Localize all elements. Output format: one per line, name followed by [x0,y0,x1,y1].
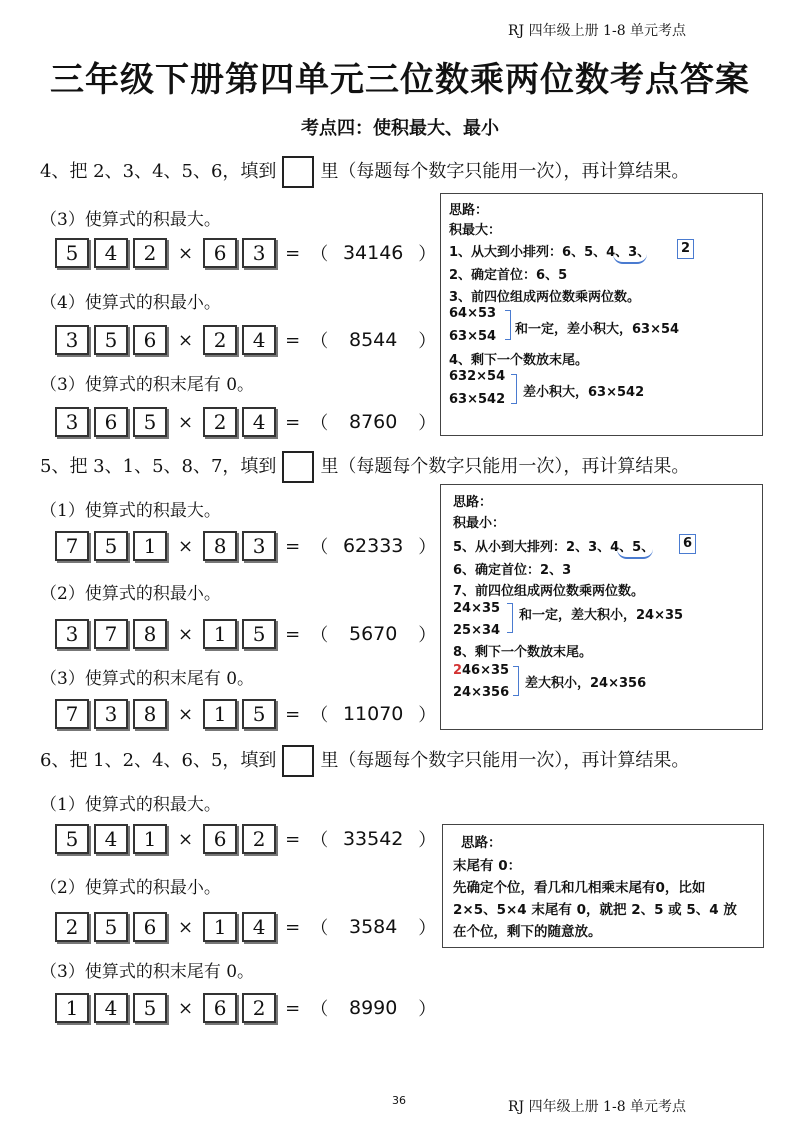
left-paren: （ [310,705,329,726]
equation-row [55,824,436,854]
equation-row [55,699,436,729]
equation-row [55,993,436,1023]
right-paren: ） [418,244,437,265]
hint-line: 64×53 [449,306,497,321]
answer-value: 34146 [342,242,404,264]
subquestion-label: （4）使算式的积最小。 [40,293,221,313]
digit-box: 8 [133,619,167,649]
equals-sign: = [285,916,301,938]
digit-box: 5 [94,325,128,355]
question-prompt [40,451,689,483]
right-paren: ） [418,830,437,851]
prompt-text: 4、把 2、3、4、5、6，填到 [40,161,277,182]
equals-sign: = [285,329,301,351]
right-paren: ） [418,625,437,646]
times-sign: × [178,329,194,351]
digit-box: 2 [242,824,276,854]
hint-line: 和一定，差大积小，24×35 [519,608,684,623]
digit-box: 1 [55,993,89,1023]
hint-highlight-digit: 2 [453,663,463,678]
equals-sign: = [285,997,301,1019]
digit-box: 2 [203,407,237,437]
question-prompt [40,156,689,188]
digit-box: 6 [133,912,167,942]
page-footer: RJ 四年级上册 1-8 单元考点 [508,1099,687,1115]
digit-box: 7 [55,699,89,729]
highlight-box: 6 [679,534,696,554]
page-number: 36 [392,1094,406,1107]
hint-highlight [679,534,696,554]
bracket-icon [513,666,519,696]
prompt-text: 6、把 1、2、4、6、5，填到 [40,750,277,771]
hint-line: 7、前四位组成两位数乘两位数。 [453,584,645,599]
left-paren: （ [310,625,329,646]
hint-line: 2×5、5×4 末尾有 0，就把 2、5 或 5、4 放 [453,902,737,918]
hint-line: 思路： [461,835,502,851]
digit-box: 8 [203,531,237,561]
subquestion-label: （1）使算式的积最大。 [40,795,221,815]
bracket-icon [507,603,513,633]
subquestion-label: （3）使算式的积最大。 [40,210,221,230]
prompt-text: 5、把 3、1、5、8、7，填到 [40,456,277,477]
hint-line: 4、剩下一个数放末尾。 [449,353,589,368]
left-paren: （ [310,918,329,939]
right-paren: ） [418,918,437,939]
page-header: RJ 四年级上册 1-8 单元考点 [508,23,687,39]
equals-sign: = [285,703,301,725]
right-paren: ） [418,331,437,352]
digit-box: 3 [94,699,128,729]
digit-box: 3 [55,619,89,649]
answer-value: 11070 [342,703,404,725]
prompt-text: 里（每题每个数字只能用一次），再计算结果。 [320,161,690,182]
digit-box: 4 [94,824,128,854]
hint-line: 632×54 [449,369,506,384]
hint-line: 思路： [453,495,493,510]
equation-row [55,407,436,437]
answer-value: 33542 [342,828,404,850]
digit-box: 6 [203,238,237,268]
times-sign: × [178,411,194,433]
left-paren: （ [310,244,329,265]
equals-sign: = [285,828,301,850]
blank-box-icon [282,745,314,777]
times-sign: × [178,242,194,264]
answer-value: 62333 [342,535,404,557]
hint-line: 差大积小，24×356 [525,676,647,691]
hint-line: 24×356 [453,685,510,700]
answer-value: 8990 [349,997,398,1019]
hint-line: 先确定个位，看几和几相乘末尾有0，比如 [453,880,706,896]
digit-box: 2 [55,912,89,942]
digit-box: 2 [203,325,237,355]
right-paren: ） [418,537,437,558]
equation-row [55,238,436,268]
hint-box [440,193,763,436]
times-sign: × [178,535,194,557]
hint-line: 63×54 [449,329,497,344]
hint-box [440,484,763,730]
digit-box: 2 [242,993,276,1023]
digit-box: 1 [133,531,167,561]
hint-line: 差小积大，63×542 [523,385,645,400]
digit-box: 7 [55,531,89,561]
digit-box: 4 [94,238,128,268]
digit-box: 7 [94,619,128,649]
digit-box: 5 [133,407,167,437]
right-paren: ） [418,999,437,1020]
prompt-text: 里（每题每个数字只能用一次），再计算结果。 [320,750,690,771]
bracket-icon [511,374,517,404]
hint-box [442,824,764,948]
hint-line: 和一定，差小积大，63×54 [515,322,680,337]
equation-row [55,619,436,649]
hint-line: 8、剩下一个数放末尾。 [453,645,593,660]
digit-box: 5 [94,531,128,561]
digit-box: 3 [242,238,276,268]
equation-row [55,325,436,355]
digit-box: 5 [242,619,276,649]
blank-box-icon [282,451,314,483]
left-paren: （ [310,537,329,558]
digit-box: 1 [133,824,167,854]
hint-highlight [677,239,694,259]
times-sign: × [178,997,194,1019]
subquestion-label: （3）使算式的积末尾有 0。 [40,962,255,982]
section-subtitle: 考点四：使积最大、最小 [301,118,499,139]
right-paren: ） [418,705,437,726]
digit-box: 6 [94,407,128,437]
answer-value: 5670 [349,623,398,645]
digit-box: 1 [203,699,237,729]
blank-box-icon [282,156,314,188]
times-sign: × [178,828,194,850]
answer-value: 3584 [349,916,398,938]
digit-box: 3 [55,407,89,437]
hint-line: 2、确定首位：6、5 [449,268,568,283]
digit-box: 5 [55,824,89,854]
subquestion-label: （2）使算式的积最小。 [40,878,221,898]
swap-arc-icon [617,549,653,559]
hint-line: 5、从小到大排列：2、3、4、5、 [453,540,655,555]
digit-box: 5 [94,912,128,942]
equals-sign: = [285,535,301,557]
digit-box: 6 [203,824,237,854]
equals-sign: = [285,411,301,433]
digit-box: 4 [242,407,276,437]
hint-line: 63×542 [449,392,506,407]
bracket-icon [505,310,511,340]
hint-line: 3、前四位组成两位数乘两位数。 [449,290,641,305]
swap-arc-icon [613,254,647,264]
digit-box: 6 [133,325,167,355]
equation-row [55,531,436,561]
digit-box: 4 [242,912,276,942]
hint-line: 积最小： [453,516,506,531]
digit-box: 5 [55,238,89,268]
left-paren: （ [310,413,329,434]
digit-box: 1 [203,912,237,942]
prompt-text: 里（每题每个数字只能用一次），再计算结果。 [320,456,690,477]
hint-line: 25×34 [453,623,501,638]
subquestion-label: （3）使算式的积末尾有 0。 [40,375,255,395]
digit-box: 5 [242,699,276,729]
equation-row [55,912,436,942]
hint-line: 在个位，剩下的随意放。 [453,924,602,940]
subquestion-label: （2）使算式的积最小。 [40,584,221,604]
highlight-box: 2 [677,239,694,259]
equals-sign: = [285,242,301,264]
digit-box: 3 [242,531,276,561]
right-paren: ） [418,413,437,434]
digit-box: 6 [203,993,237,1023]
digit-box: 2 [133,238,167,268]
question-prompt [40,745,689,777]
digit-box: 3 [55,325,89,355]
equals-sign: = [285,623,301,645]
hint-line: 末尾有 0： [453,858,522,874]
digit-box: 4 [94,993,128,1023]
hint-line: 思路： [449,203,489,218]
times-sign: × [178,916,194,938]
hint-line: 6、确定首位：2、3 [453,563,572,578]
times-sign: × [178,703,194,725]
digit-box: 4 [242,325,276,355]
hint-line: 24×35 [453,601,501,616]
page-title: 三年级下册第四单元三位数乘两位数考点答案 [50,60,750,100]
digit-box: 1 [203,619,237,649]
answer-value: 8760 [349,411,398,433]
left-paren: （ [310,999,329,1020]
times-sign: × [178,623,194,645]
digit-box: 8 [133,699,167,729]
hint-line: 1、从大到小排列：6、5、4、3、 [449,245,651,260]
hint-line: 46×35 [462,663,510,678]
left-paren: （ [310,830,329,851]
subquestion-label: （3）使算式的积末尾有 0。 [40,669,255,689]
hint-line: 积最大： [449,223,502,238]
subquestion-label: （1）使算式的积最大。 [40,501,221,521]
digit-box: 5 [133,993,167,1023]
left-paren: （ [310,331,329,352]
answer-value: 8544 [349,329,398,351]
